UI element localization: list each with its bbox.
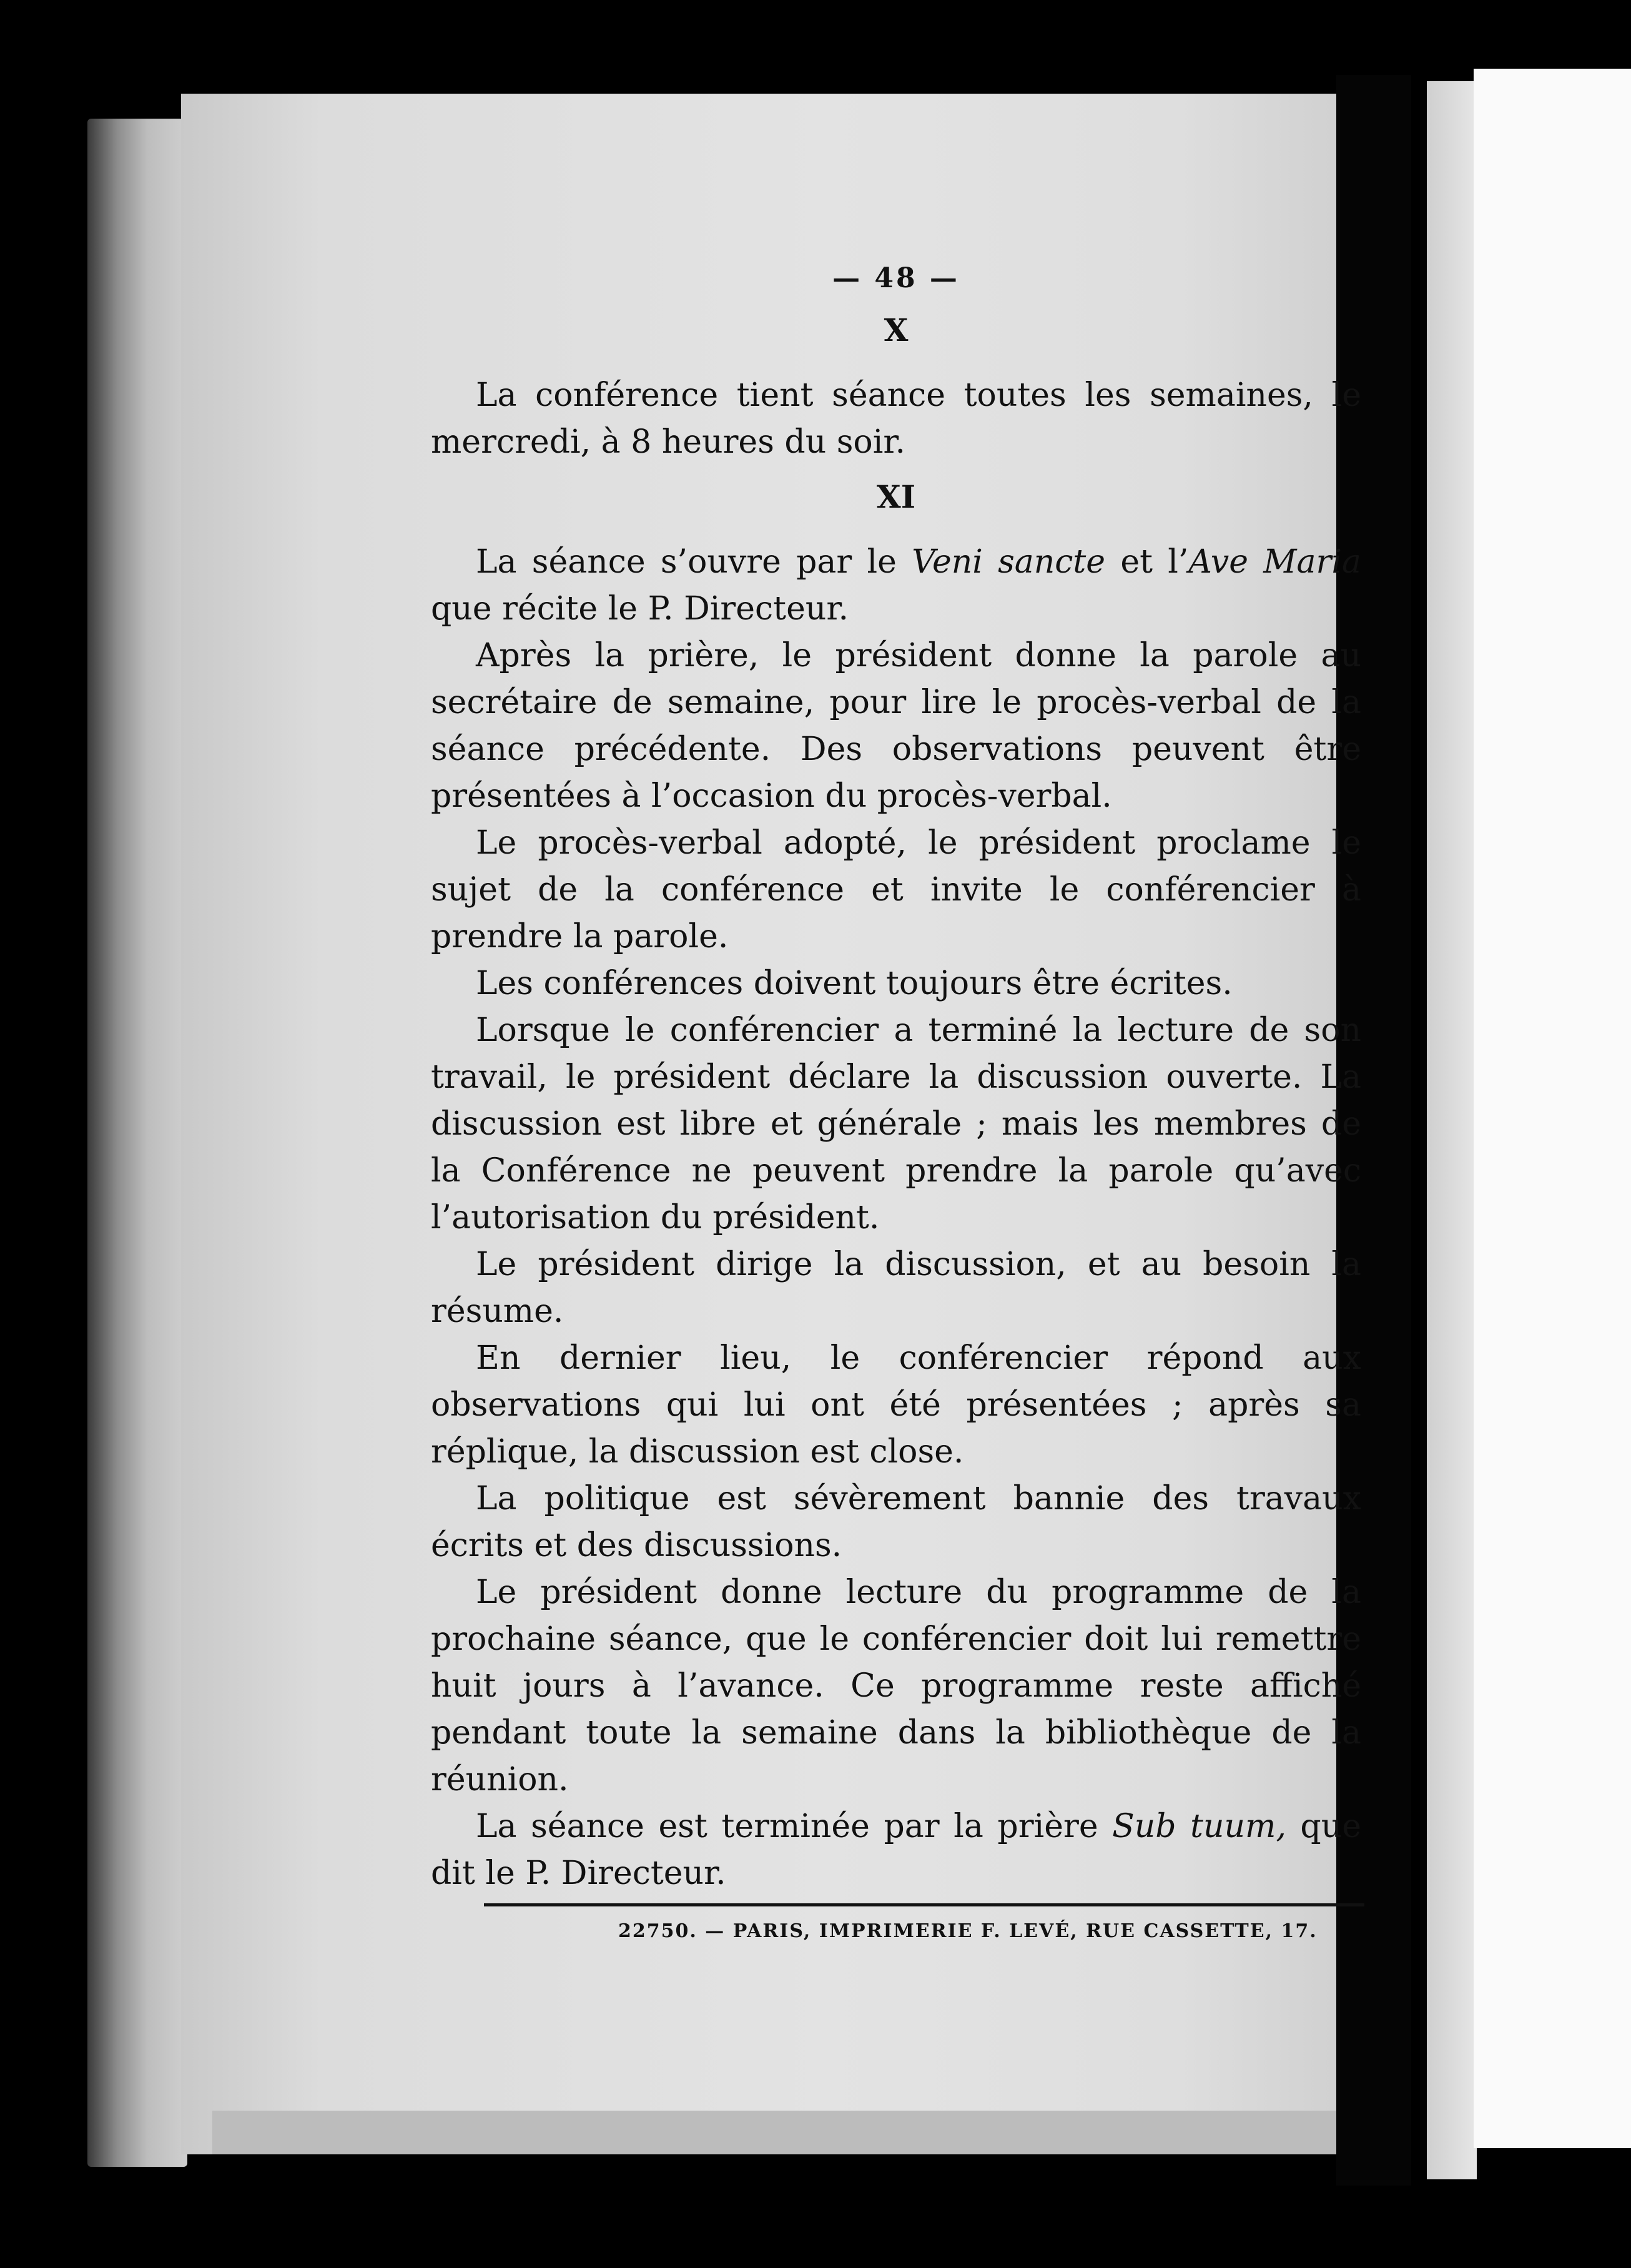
paragraph-written: Les conférences doivent toujours être écrites. bbox=[476, 965, 1233, 1002]
paragraph-reply: En dernier lieu, le conférencier répond aux observations qui lui ont été présentées ; après sa réplique, la discussion est close. bbox=[431, 1339, 1361, 1471]
paragraph-politics: La politique est sévèrement bannie des travaux écrits et des discussions. bbox=[431, 1480, 1361, 1564]
page-number: — 48 — bbox=[832, 262, 960, 294]
page-block-edge bbox=[87, 119, 187, 2167]
section-heading-xi: XI bbox=[876, 478, 916, 515]
section-heading-x: X bbox=[884, 312, 909, 348]
text-span: que dit le P. Directeur. bbox=[431, 1808, 1361, 1892]
printer-imprint: 22750. — PARIS, IMPRIMERIE F. LEVÉ, RUE CASSETTE, 17. bbox=[618, 1920, 1318, 1942]
paragraph-discussion-direct: Le président dirige la discussion, et au besoin la résume. bbox=[431, 1246, 1361, 1330]
paragraph-closing-prayer bbox=[431, 1803, 1361, 1897]
page-bottom-edge bbox=[212, 2111, 1380, 2154]
paragraph-discussion-open: Lorsque le conférencier a terminé la lecture de son travail, le président déclare la discussion ouverte. La discussion est libre et générale ; mais les membres de la Conférence ne peuvent prendre la parole qu’avec l’autorisation du président. bbox=[431, 1012, 1361, 1236]
footer-rule bbox=[484, 1903, 1364, 1906]
paragraph-next-programme: Le président donne lecture du programme de la prochaine séance, que le conférencier doit lui remettre huit jours à l’avance. Ce programme reste affiché pendant toute la semaine dans la bibliothèque de la réunion. bbox=[431, 1574, 1361, 1798]
italic-ave-maria: Ave Maria bbox=[1188, 543, 1361, 581]
paragraph-subject: Le procès-verbal adopté, le président proclame le sujet de la conférence et invite le conférencier à prendre la parole. bbox=[431, 824, 1361, 955]
paragraph-minutes: Après la prière, le président donne la parole au secrétaire de semaine, pour lire le procès-verbal de la séance précédente. Des observations peuvent être présentées à l’occasion du procès-verbal. bbox=[431, 637, 1361, 815]
paragraph-meeting-schedule: La conférence tient séance toutes les semaines, le mercredi, à 8 heures du soir. bbox=[431, 377, 1361, 461]
italic-sub-tuum: Sub tuum, bbox=[1112, 1808, 1286, 1845]
text-span: que récite le P. Directeur. bbox=[431, 590, 849, 628]
paragraph-opening-prayer bbox=[431, 539, 1361, 633]
text-span: et l’ bbox=[1105, 543, 1189, 581]
text-span: La séance est terminée par la prière bbox=[476, 1808, 1113, 1845]
italic-veni-sancte: Veni sancte bbox=[912, 543, 1106, 581]
page-text bbox=[431, 262, 1361, 1897]
text-span: La séance s’ouvre par le bbox=[476, 543, 912, 581]
next-page-sliver bbox=[1427, 81, 1477, 2179]
next-page-edge bbox=[1474, 69, 1631, 2148]
